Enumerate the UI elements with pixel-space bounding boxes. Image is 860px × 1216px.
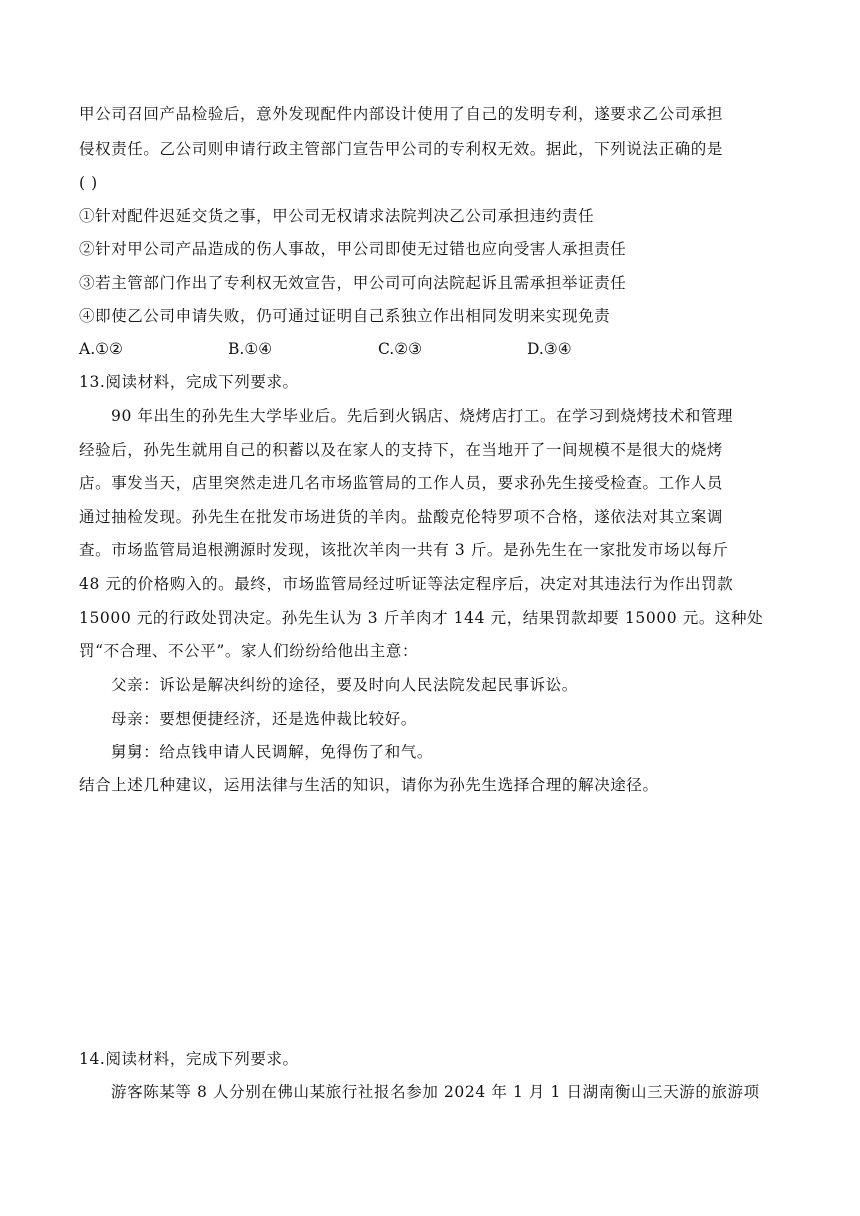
q13-material-line-3: 店。事发当天，店里突然走进几名市场监管局的工作人员，要求孙先生接受检查。工作人员: [79, 474, 724, 492]
q13-material-line-2: 经验后，孙先生就用自己的积蓄以及在家人的支持下，在当地开了一间规模不是很大的烧烤: [79, 441, 724, 459]
q12-answer-bracket: ( ): [79, 174, 98, 192]
q13-opinion-father: 父亲：诉讼是解决纠纷的途径，要及时向人民法院发起民事诉讼。: [111, 676, 578, 694]
q13-material-line-8: 罚“不合理、不公平”。家人们纷纷给他出主意：: [79, 642, 419, 660]
q13-material-line-4: 通过抽检发现。孙先生在批发市场进货的羊肉。盐酸克伦特罗项不合格，遂依法对其立案调: [79, 508, 724, 526]
q12-option-c[interactable]: C.②③: [378, 340, 423, 358]
q12-statement-4: ④即使乙公司申请失败，仍可通过证明自己系独立作出相同发明来实现免责: [79, 307, 611, 325]
q13-heading: 13.阅读材料，完成下列要求。: [79, 373, 299, 391]
q13-material-line-7: 15000 元的行政处罚决定。孙先生认为 3 斤羊肉才 144 元，结果罚款却要 15000 元。这种处: [79, 609, 764, 627]
q12-option-a[interactable]: A.①②: [79, 340, 123, 358]
q13-opinion-uncle: 舅舅：给点钱申请人民调解，免得伤了和气。: [111, 743, 434, 761]
q12-statement-2: ②针对甲公司产品造成的伤人事故，甲公司即使无过错也应向受害人承担责任: [79, 240, 627, 258]
q12-option-d[interactable]: D.③④: [527, 340, 572, 358]
q12-statement-1: ①针对配件迟延交货之事，甲公司无权请求法院判决乙公司承担违约责任: [79, 207, 595, 225]
q13-material-line-1: 90 年出生的孙先生大学毕业后。先后到火锅店、烧烤店打工。在学习到烧烤技术和管理: [111, 407, 734, 425]
q12-stem-line-2: 侵权责任。乙公司则申请行政主管部门宣告甲公司的专利权无效。据此，下列说法正确的是: [79, 140, 724, 158]
q14-heading: 14.阅读材料，完成下列要求。: [79, 1050, 299, 1068]
q13-material-line-5: 查。市场监管局追根溯源时发现，该批次羊肉一共有 3 斤。是孙先生在一家批发市场以每斤: [79, 541, 729, 559]
q13-material-line-6: 48 元的价格购入的。最终，市场监管局经过听证等法定程序后，决定对其违法行为作出罚款: [79, 575, 734, 593]
q13-answer-space[interactable]: [79, 805, 779, 1035]
q12-option-b[interactable]: B.①④: [228, 340, 273, 358]
q14-material-line-1: 游客陈某等 8 人分别在佛山某旅行社报名参加 2024 年 1 月 1 日湖南衡山三天游的旅游项: [111, 1083, 760, 1101]
q13-task: 结合上述几种建议，运用法律与生活的知识，请你为孙先生选择合理的解决途径。: [79, 776, 659, 794]
q13-opinion-mother: 母亲：要想便捷经济，还是选仲裁比较好。: [111, 710, 417, 728]
q12-statement-3: ③若主管部门作出了专利权无效宣告，甲公司可向法院起诉且需承担举证责任: [79, 274, 627, 292]
q12-stem-line-1: 甲公司召回产品检验后，意外发现配件内部设计使用了自己的发明专利，遂要求乙公司承担: [79, 105, 724, 123]
